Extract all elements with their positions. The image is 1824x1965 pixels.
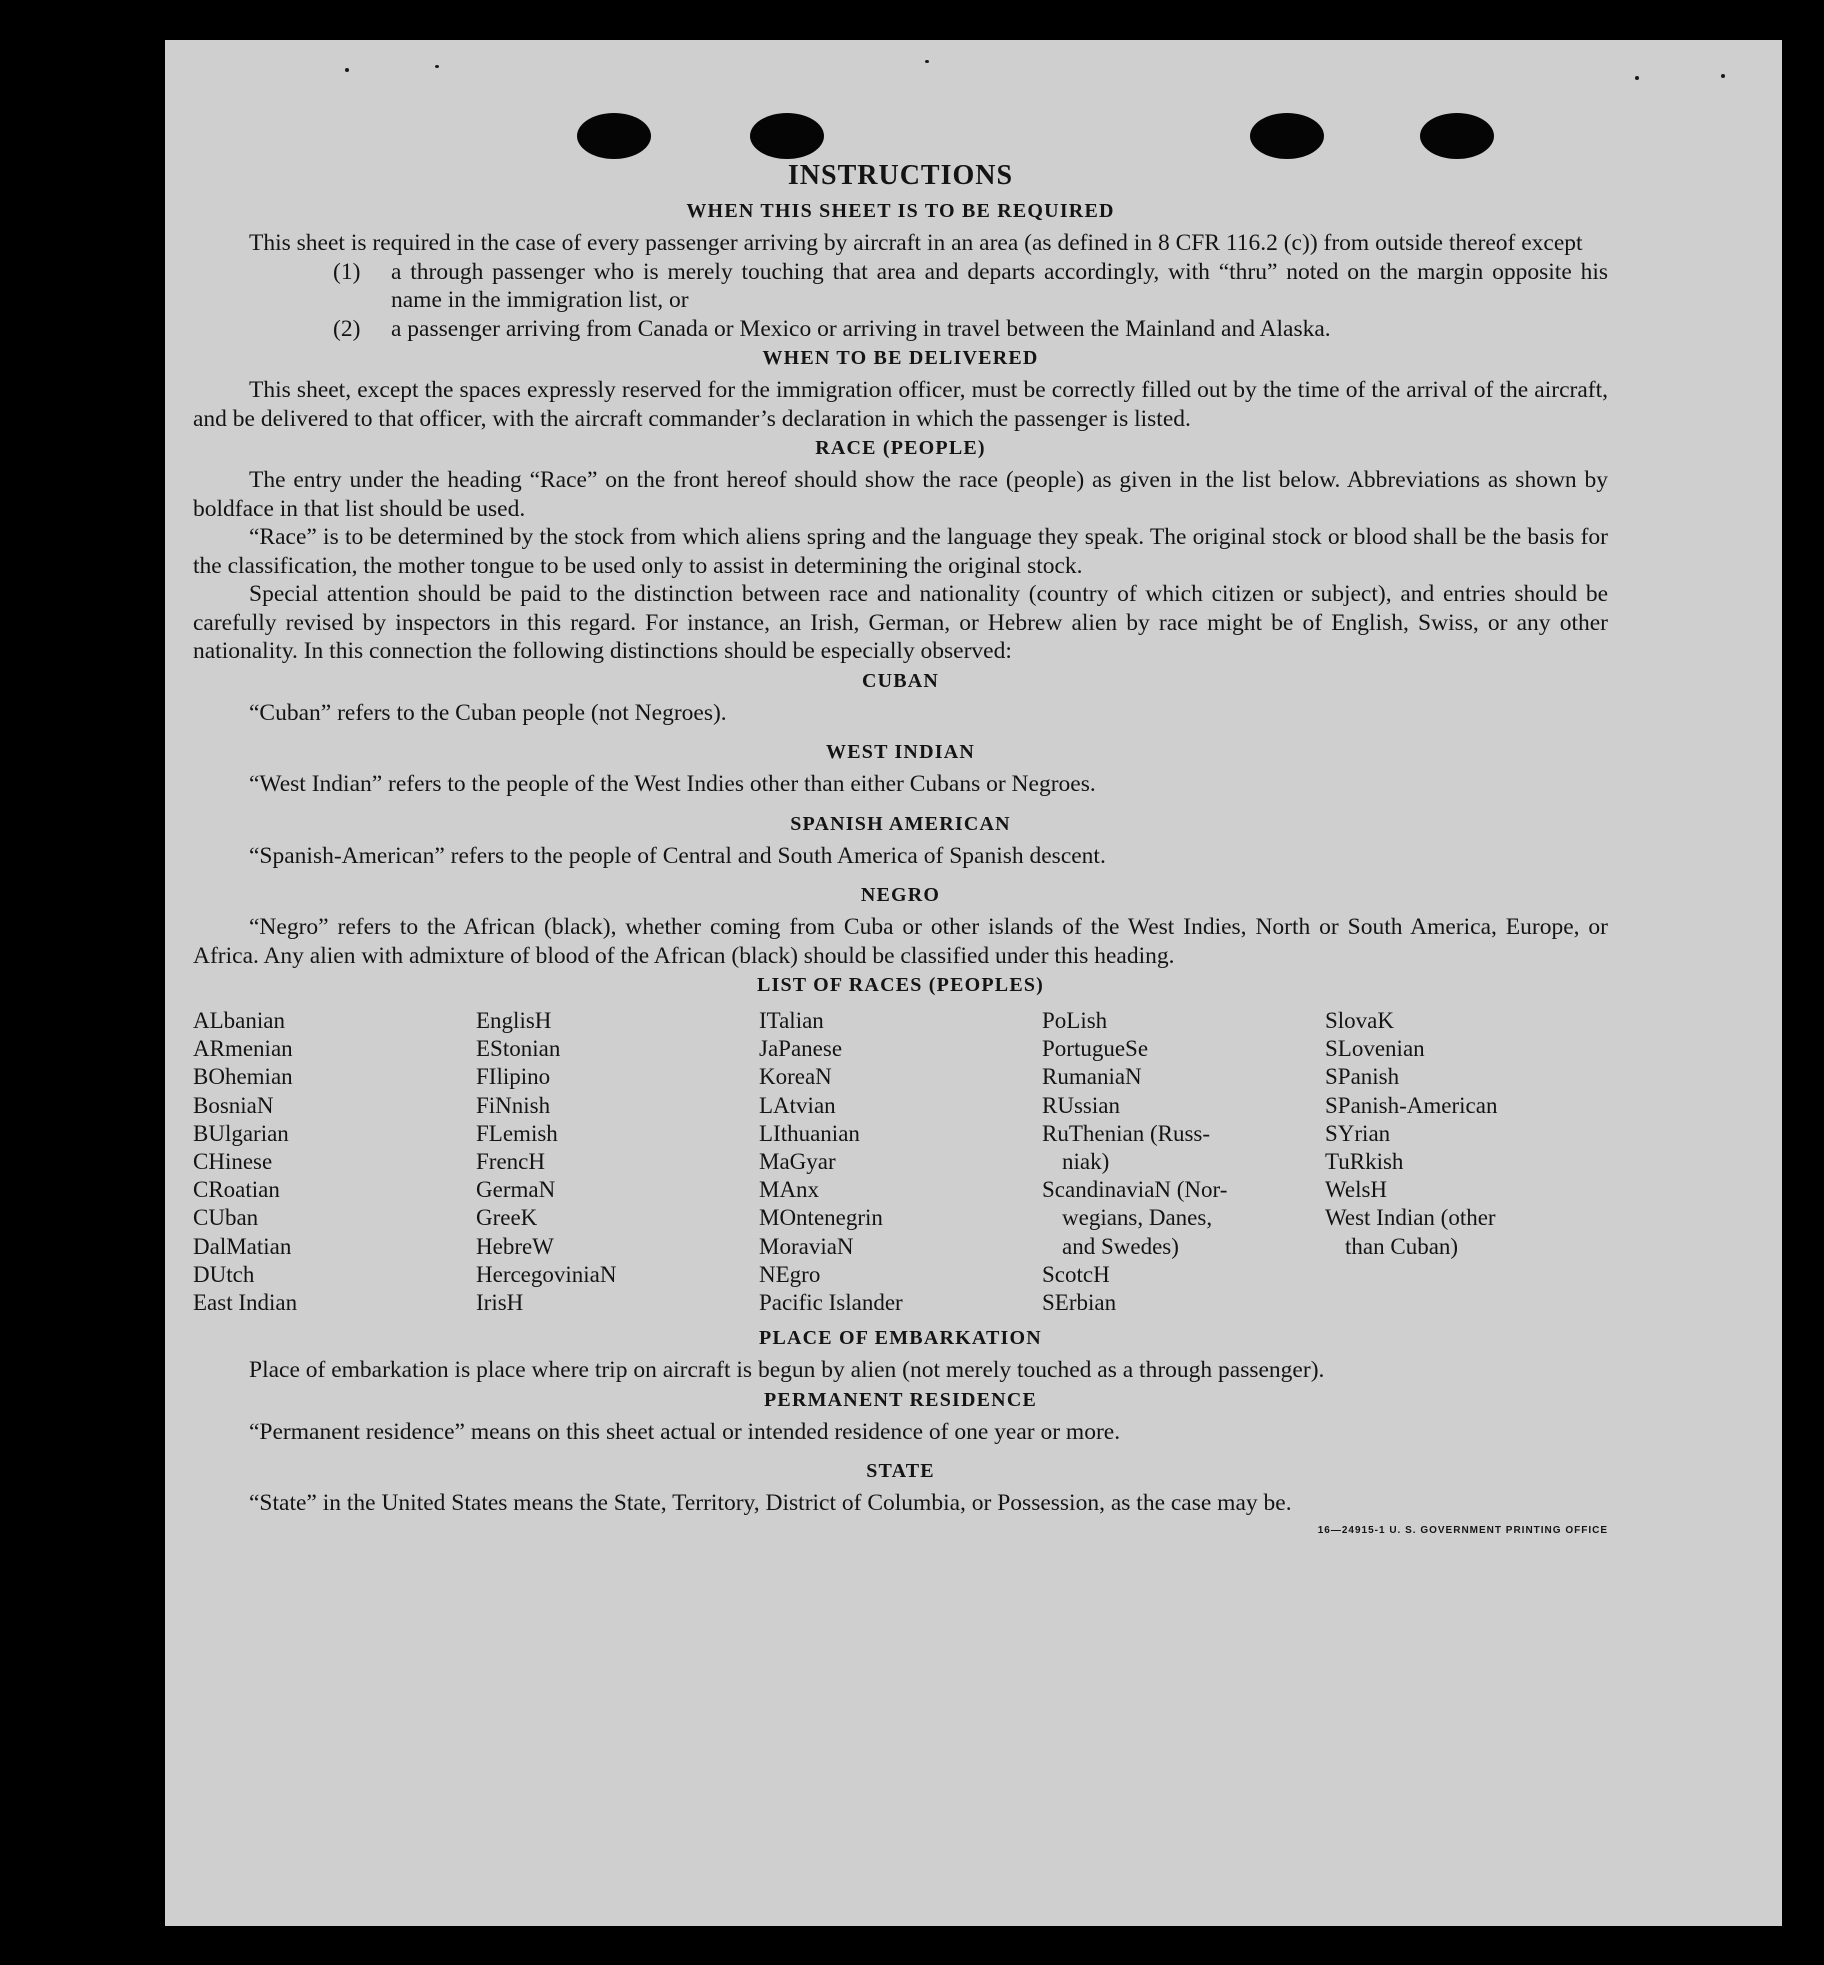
race-item: FIlipino [476,1064,551,1090]
race-item: PortugueSe [1042,1036,1149,1062]
races-list [193,1007,1608,1317]
race-item: BOhemian [193,1064,293,1090]
race-item: East Indian [193,1290,298,1316]
race-item: MoraviaN [759,1233,854,1259]
race-item: KoreaN [759,1064,832,1090]
list-item: (2) a passenger arriving from Canada or Mexico or arriving in travel between the Mainland and Alaska. [333,315,1331,342]
heading-negro: NEGRO [860,884,941,906]
race-item: SErbian [1042,1290,1117,1316]
race-item: EnglisH [476,1008,552,1033]
race-item: West Indian (other [1325,1205,1496,1231]
race-item: LIthuanian [759,1120,860,1146]
race-item: HebreW [476,1233,554,1259]
race-item: GermaN [476,1177,556,1203]
race-item: RuThenian (Russ- [1042,1120,1211,1146]
speck [1721,74,1725,78]
paragraph: This sheet, except the spaces expressly reserved for the immigration officer, must be correctly filled out by the time of the arrival of the aircraft, and be delivered to that officer, with the aircraft commander’s declaration in which the passenger is listed. [193,377,1608,432]
race-column [476,1007,759,1317]
heading-permanent-residence: PERMANENT RESIDENCE [763,1388,1038,1411]
race-column [1042,1007,1325,1317]
heading-embarkation: PLACE OF EMBARKATION [759,1327,1042,1350]
race-item: RUssian [1042,1092,1120,1118]
race-item: CUban [193,1205,259,1231]
race-item: PoLish [1042,1008,1108,1033]
page-title: INSTRUCTIONS [787,160,1014,191]
paragraph: “Negro” refers to the African (black), whether coming from Cuba or other islands of the West Indies, North or South America, Europe, or Africa. Any alien with admixture of blood of the African (black) should be classified under this heading. [193,914,1608,969]
race-item: CHinese [193,1149,273,1175]
race-item: RumaniaN [1042,1064,1142,1090]
race-item: niak) [1062,1149,1110,1175]
paragraph: “State” in the United States means the State, Territory, District of Columbia, or Possession, as the case may be. [249,1490,1292,1517]
race-item: IrisH [476,1290,524,1316]
state-block [193,1489,1608,1537]
race-item: and Swedes) [1062,1233,1179,1259]
paragraph: The entry under the heading “Race” on the front hereof should show the race (people) as given in the list below. Abbreviations as shown by boldface in that list should be used. [193,467,1608,522]
race-item: ALbanian [193,1008,285,1033]
race-item: SLovenian [1325,1036,1425,1062]
race-item: WelsH [1325,1177,1388,1203]
paragraph: This sheet is required in the case of every passenger arriving by aircraft in an area (as defined in 8 CFR 116.2 (c)) from outside thereof except [249,230,1583,256]
paragraph: “Spanish-American” refers to the people of Central and South America of Spanish descent. [249,842,1106,869]
race-item: wegians, Danes, [1062,1205,1213,1231]
speck [345,68,349,72]
race-item: DalMatian [193,1233,292,1259]
race-item: BosniaN [193,1092,274,1118]
race-item: MaGyar [759,1149,836,1175]
race-item: MOntenegrin [759,1205,883,1231]
race-item: than Cuban) [1345,1233,1459,1259]
paragraph: Place of embarkation is place where trip on aircraft is begun by alien (not merely touched as a through passenger). [249,1357,1325,1384]
heading-list-of-races: LIST OF RACES (PEOPLES) [756,974,1045,996]
printer-mark: 16—24915-1 U. S. GOVERNMENT PRINTING OFFICE [1317,1525,1608,1537]
paragraph: Special attention should be paid to the distinction between race and nationality (country of which citizen or subject), and entries should be carefully revised by inspectors in this regard. For instance, an Irish, German, or Hebrew alien by race might be of English, Swiss, or any other nationality. In this connection the following distinctions should be especially observed: [193,581,1608,664]
race-item: BUlgarian [193,1120,289,1146]
race-item: SlovaK [1325,1008,1394,1033]
race-item: Pacific Islander [759,1290,903,1316]
heading-when-delivered: WHEN TO BE DELIVERED [762,347,1039,369]
race-item: ScotcH [1042,1261,1110,1287]
punch-hole [1420,113,1494,159]
race-item: ITalian [759,1008,824,1033]
punch-hole [577,113,651,159]
heading-west-indian: WEST INDIAN [826,741,975,763]
race-item: HercegoviniaN [476,1261,617,1287]
speck [435,65,439,68]
race-item: FLemish [476,1120,558,1146]
race-item: CRoatian [193,1177,280,1203]
race-item: ARmenian [193,1036,293,1062]
race-item: SPanish-American [1325,1092,1498,1118]
paragraph: “Cuban” refers to the Cuban people (not Negroes). [249,699,727,726]
race-item: FiNnish [476,1092,551,1118]
heading-state: STATE [866,1460,935,1483]
race-column [759,1007,1042,1317]
punch-hole [1250,113,1324,159]
race-column [193,1007,476,1317]
race-item: DUtch [193,1261,255,1287]
race-item: EStonian [476,1036,561,1062]
race-item: GreeK [476,1205,538,1231]
heading-cuban: CUBAN [861,669,940,692]
paragraph: “Permanent residence” means on this sheet actual or intended residence of one year or more. [249,1418,1121,1445]
race-item: JaPanese [759,1036,843,1062]
race-item: ScandinaviaN (Nor- [1042,1177,1228,1203]
heading-spanish-american: SPANISH AMERICAN [790,812,1011,835]
race-item: SPanish [1325,1064,1400,1090]
race-item: LAtvian [759,1092,836,1118]
list-item: (1) a through passenger who is merely touching that area and departs accordingly, with “thru” noted on the margin opposite his name in the immigration list, or [333,258,1608,313]
race-item: SYrian [1325,1120,1391,1146]
paragraph: “West Indian” refers to the people of the West Indies other than either Cubans or Negroes. [249,771,1096,797]
heading-when-required: WHEN THIS SHEET IS TO BE REQUIRED [686,200,1115,222]
race-item: NEgro [759,1261,821,1287]
punch-hole [750,113,824,159]
race-column [1325,1007,1608,1317]
paragraph: “Race” is to be determined by the stock from which aliens spring and the language they speak. The original stock or blood shall be the basis for the classification, the mother tongue to be used only to assist in determining the original stock. [193,524,1608,579]
race-item: MAnx [759,1177,820,1203]
race-item: FrencH [476,1149,545,1175]
race-item: TuRkish [1325,1149,1404,1175]
speck [925,60,929,63]
instructions-content [193,160,1608,1537]
speck [1635,76,1639,80]
heading-race: RACE (PEOPLE) [815,437,986,459]
